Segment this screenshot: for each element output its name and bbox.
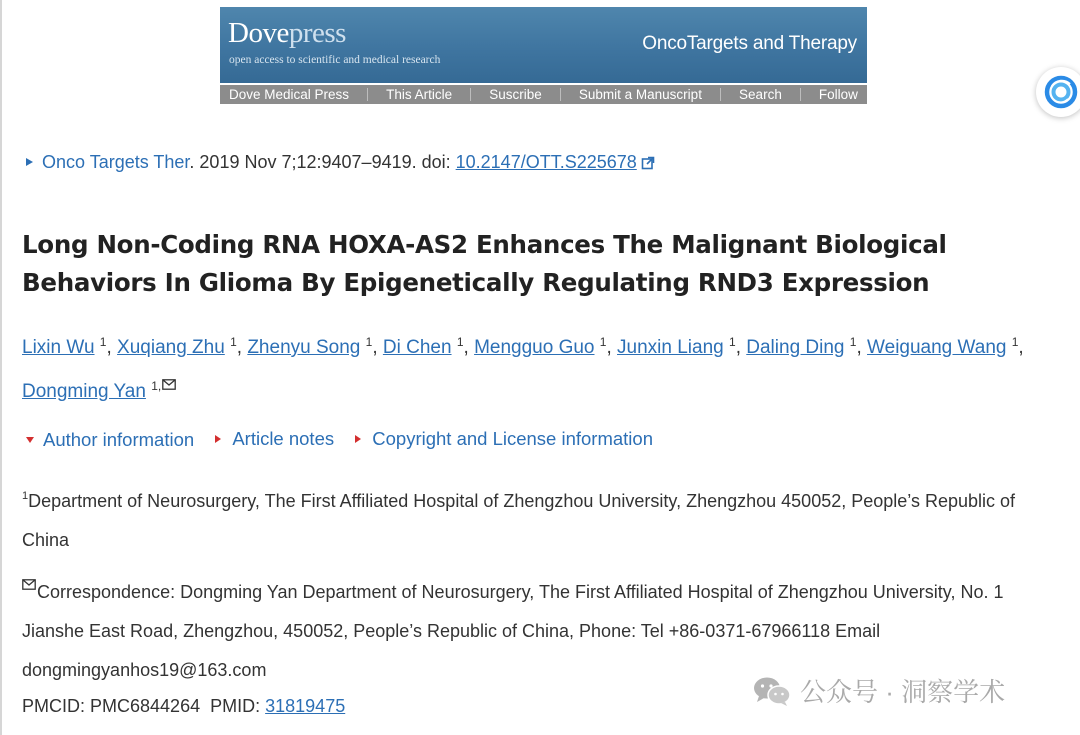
author-affiliation-sup: 1 xyxy=(729,335,736,349)
author-link[interactable]: Lixin Wu xyxy=(22,337,95,358)
collapsed-arrow-icon xyxy=(355,435,361,443)
external-link-icon[interactable] xyxy=(641,156,655,170)
author-link[interactable]: Dongming Yan xyxy=(22,381,146,402)
author-link[interactable]: Mengguo Guo xyxy=(474,337,595,358)
author-link[interactable]: Xuqiang Zhu xyxy=(117,337,225,358)
journal-banner xyxy=(220,7,867,104)
nav-dove-medical-press[interactable]: Dove Medical Press xyxy=(229,87,350,102)
author-affiliation-sup: 1 xyxy=(456,335,464,349)
affiliation xyxy=(22,477,1062,560)
correspondence-text: Correspondence: Dongming Yan Department of Neurosurgery, The First Affiliated Hospital of Zhengzhou University, No. 1 Jianshe East Road, Zhengzhou, 450052, People’s Republic of China, Phone: Tel +86-0371-67966118 Email dongmingyanhos19@163.com xyxy=(22,582,1004,680)
assistant-button[interactable] xyxy=(1036,67,1080,117)
left-edge-rule xyxy=(0,0,2,735)
nav-search[interactable]: Search xyxy=(739,87,782,102)
envelope-icon xyxy=(22,579,36,590)
copyright-toggle[interactable]: Copyright and License information xyxy=(355,428,653,450)
author-affiliation-sup: 1 xyxy=(230,335,237,349)
author-affiliation-sup: 1 xyxy=(849,335,857,349)
journal-name: OncoTargets and Therapy xyxy=(642,33,857,54)
nav-divider xyxy=(470,88,471,101)
banner-header[interactable] xyxy=(220,7,867,83)
article-notes-toggle[interactable]: Article notes xyxy=(215,428,334,450)
author-list: Lixin Wu $^1$, Xuqiang Zhu $^1$, Zhenyu Song $^1$, Di Chen $^1$, Mengguo Guo $^1$, Junxin Liang $^1$, Daling Ding $^1$, Weiguang Wang $^1$, Dongming Yan $^{1,}$ xyxy=(22,335,1024,402)
author-affiliation-sup: 1 xyxy=(99,335,107,349)
author-affiliation-sup: 1 xyxy=(599,335,607,349)
envelope-icon[interactable] xyxy=(162,379,176,390)
author-link[interactable]: Zhenyu Song xyxy=(247,337,361,358)
author-link[interactable]: Junxin Liang xyxy=(617,337,724,358)
wechat-watermark xyxy=(752,672,1005,709)
citation-line xyxy=(26,152,655,173)
nav-this-article[interactable]: This Article xyxy=(386,87,453,102)
nav-follow[interactable]: Follow xyxy=(818,87,858,102)
author-affiliation-sup: 1 xyxy=(365,335,373,349)
author-information-toggle[interactable]: Author information xyxy=(26,429,194,451)
info-toggles xyxy=(26,426,669,451)
doi-link[interactable]: 10.2147/OTT.S225678 xyxy=(455,152,637,172)
collapsed-arrow-icon xyxy=(215,435,221,443)
author-affiliation-sup: 1 xyxy=(1011,335,1019,349)
dovepress-logo[interactable]: Dovepress xyxy=(228,17,346,49)
nav-divider xyxy=(367,88,368,101)
author-link[interactable]: Daling Ding xyxy=(746,337,845,358)
nav-submit-manuscript[interactable]: Submit a Manuscript xyxy=(578,87,702,102)
affiliation-sup: 1 xyxy=(22,490,29,502)
banner-nav xyxy=(220,85,867,104)
journal-link[interactable]: Onco Targets Ther xyxy=(42,152,190,172)
wechat-icon xyxy=(752,675,792,707)
citation-details: . 2019 Nov 7;12:9407–9419. doi: xyxy=(189,152,456,172)
swirl-icon xyxy=(1044,75,1078,109)
article-title: Long Non-Coding RNA HOXA-AS2 Enhances The Malignant Biological Behaviors In Glioma By Epigenetically Regulating RND3 Expression xyxy=(22,230,947,297)
article-ids: PMCID: PMC6844264 PMID: 31819475 xyxy=(22,696,346,716)
watermark-text: 公众号 · 洞察学术 xyxy=(800,677,1006,707)
author-affiliation-sup: 1, xyxy=(151,379,162,393)
nav-divider xyxy=(720,88,721,101)
expanded-arrow-icon xyxy=(26,437,34,443)
author-link[interactable]: Weiguang Wang xyxy=(867,337,1007,358)
nav-divider xyxy=(560,88,561,101)
banner-tagline: open access to scientific and medical research xyxy=(229,54,441,66)
nav-subscribe[interactable]: Suscribe xyxy=(489,87,542,102)
pmcid-value: PMC6844264 xyxy=(90,696,201,716)
expand-arrow-icon[interactable] xyxy=(26,158,33,166)
author-link[interactable]: Di Chen xyxy=(382,337,452,358)
affiliation-text: Department of Neurosurgery, The First Affiliated Hospital of Zhengzhou University, Zhengzhou 450052, People’s Republic of China xyxy=(22,491,1016,550)
nav-divider xyxy=(800,88,801,101)
pmid-link[interactable]: 31819475 xyxy=(265,696,346,716)
